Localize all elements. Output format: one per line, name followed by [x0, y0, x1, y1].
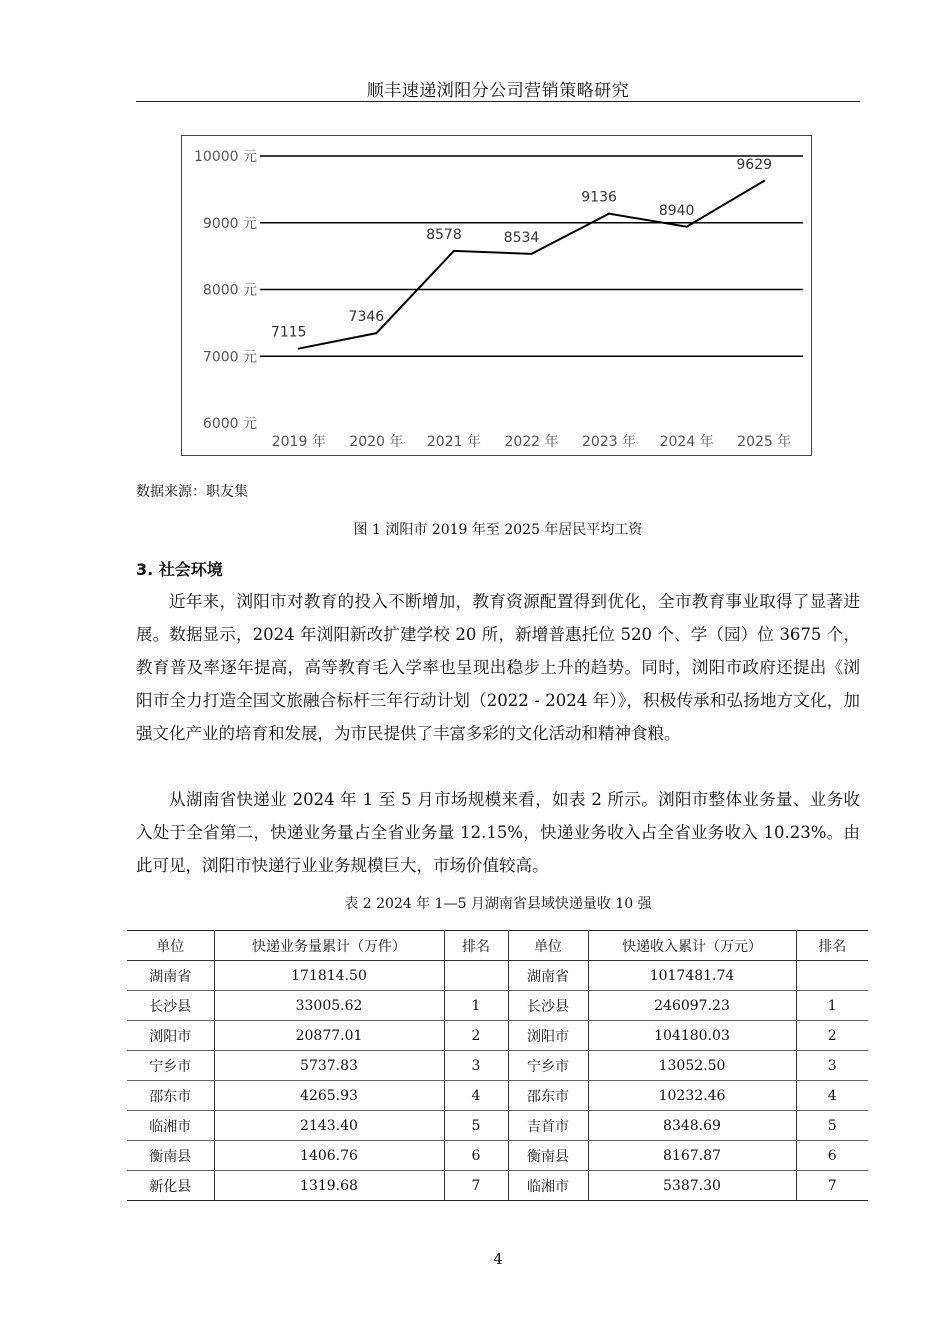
cell-rank: 1	[444, 991, 508, 1021]
table-row	[127, 1111, 868, 1141]
data-label: 8940	[658, 202, 695, 219]
x-tick-label: 2021 年	[426, 434, 481, 450]
data-point	[531, 253, 533, 255]
cell-volume: 2143.40	[214, 1111, 444, 1141]
cell-volume: 33005.62	[214, 991, 444, 1021]
cell-unit: 宁乡市	[508, 1051, 588, 1081]
running-header: 顺丰速递浏阳分公司营销策略研究	[366, 81, 630, 101]
cell-rank: 6	[444, 1141, 508, 1171]
cell-rank: 3	[796, 1051, 868, 1081]
cell-revenue: 8167.87	[588, 1141, 796, 1171]
cell-unit: 长沙县	[127, 991, 214, 1021]
paragraph-express-market: 从湖南省快递业 2024 年 1 至 5 月市场规模来看，如表 2 所示。浏阳市整体业务量、业务收入处于全省第二，快递业务量占全省业务量 12.15%，快递业务收入占全省业务收入 10.23%。由此可见，浏阳市快递行业业务规模巨大，市场价值较高。	[136, 790, 860, 875]
data-label: 9629	[736, 156, 773, 173]
table-body	[127, 961, 868, 1201]
table-header-row	[127, 931, 868, 961]
cell-rank: 3	[444, 1051, 508, 1081]
data-point	[608, 213, 610, 215]
express-ranking-table	[127, 930, 868, 1201]
x-tick-label: 2024 年	[659, 434, 714, 450]
wage-line-chart	[181, 135, 812, 456]
cell-rank: 7	[796, 1171, 868, 1201]
cell-unit: 衡南县	[508, 1141, 588, 1171]
data-label: 7346	[348, 309, 385, 326]
cell-volume: 171814.50	[214, 961, 444, 991]
table-row	[127, 1021, 868, 1051]
paragraph-education: 近年来，浏阳市对教育的投入不断增加，教育资源配置得到优化，全市教育事业取得了显著进展。数据显示，2024 年浏阳新改扩建学校 20 所，新增普惠托位 520 个、学（园）位 3675 个，教育普及率逐年提高，高等教育毛入学率也呈现出稳步上升的趋势。同时，浏阳市政府还提出《浏阳市全力打造全国文旅融合标杆三年行动计划（2022 - 2024 年）》，积极传承和弘扬地方文化，加强文化产业的培育和发展，为市民提供了丰富多彩的文化活动和精神食粮。	[136, 592, 860, 743]
cell-rank: 2	[444, 1021, 508, 1051]
y-tick-label: 10000 元	[194, 149, 257, 165]
header-rank-1: 排名	[444, 931, 508, 961]
table-row	[127, 1081, 868, 1111]
cell-rank: 4	[796, 1081, 868, 1111]
data-source-note: 数据来源：职友集	[136, 484, 248, 500]
cell-unit: 湖南省	[127, 961, 214, 991]
cell-rank: 5	[444, 1111, 508, 1141]
table-caption: 表 2 2024 年 1—5 月湖南省县域快递量收 10 强	[344, 896, 652, 912]
cell-revenue: 8348.69	[588, 1111, 796, 1141]
table-row	[127, 1171, 868, 1201]
cell-unit: 新化县	[127, 1171, 214, 1201]
cell-rank: 6	[796, 1141, 868, 1171]
cell-unit: 吉首市	[508, 1111, 588, 1141]
cell-rank: 2	[796, 1021, 868, 1051]
header-rule	[136, 101, 860, 102]
cell-volume: 1406.76	[214, 1141, 444, 1171]
cell-rank: 5	[796, 1111, 868, 1141]
x-tick-label: 2025 年	[737, 434, 792, 450]
cell-volume: 4265.93	[214, 1081, 444, 1111]
cell-unit: 浏阳市	[508, 1021, 588, 1051]
cell-rank: 1	[796, 991, 868, 1021]
cell-unit: 长沙县	[508, 991, 588, 1021]
data-point	[298, 348, 300, 350]
data-label: 9136	[581, 189, 617, 206]
cell-revenue: 246097.23	[588, 991, 796, 1021]
y-tick-label: 8000 元	[202, 282, 257, 299]
cell-volume: 5737.83	[214, 1051, 444, 1081]
data-point	[453, 250, 455, 252]
cell-unit: 衡南县	[127, 1141, 214, 1171]
cell-unit: 邵东市	[508, 1081, 588, 1111]
cell-unit: 浏阳市	[127, 1021, 214, 1051]
cell-unit: 邵东市	[127, 1081, 214, 1111]
header-rank-2: 排名	[796, 931, 868, 961]
x-tick-label: 2022 年	[504, 434, 559, 450]
cell-revenue: 1017481.74	[588, 961, 796, 991]
table-row	[127, 961, 868, 991]
data-label: 8578	[426, 226, 462, 243]
section-heading: 3. 社会环境	[136, 560, 223, 579]
x-tick-label: 2023 年	[582, 434, 637, 450]
header-unit-2: 单位	[508, 931, 588, 961]
cell-revenue: 104180.03	[588, 1021, 796, 1051]
page-number: 4	[493, 1250, 503, 1268]
y-tick-label: 9000 元	[202, 215, 257, 232]
cell-revenue: 10232.46	[588, 1081, 796, 1111]
cell-unit: 宁乡市	[127, 1051, 214, 1081]
table-row	[127, 1051, 868, 1081]
data-point	[686, 226, 688, 228]
cell-unit: 临湘市	[127, 1111, 214, 1141]
chart-svg	[182, 136, 813, 457]
data-point	[763, 180, 765, 182]
header-revenue: 快递收入累计（万元）	[588, 931, 796, 961]
data-label: 8534	[503, 229, 540, 246]
cell-rank: 4	[444, 1081, 508, 1111]
cell-volume: 1319.68	[214, 1171, 444, 1201]
table-row	[127, 1141, 868, 1171]
y-tick-label: 7000 元	[202, 349, 257, 366]
cell-rank: 7	[444, 1171, 508, 1201]
header-volume: 快递业务量累计（万件）	[214, 931, 444, 961]
cell-volume: 20877.01	[214, 1021, 444, 1051]
cell-rank	[444, 961, 508, 991]
cell-revenue: 5387.30	[588, 1171, 796, 1201]
cell-rank	[796, 961, 868, 991]
cell-unit: 湖南省	[508, 961, 588, 991]
cell-unit: 临湘市	[508, 1171, 588, 1201]
y-tick-label: 6000 元	[202, 416, 257, 432]
figure-caption: 图 1 浏阳市 2019 年至 2025 年居民平均工资	[353, 522, 643, 538]
table-row	[127, 991, 868, 1021]
data-point	[375, 332, 377, 334]
x-tick-label: 2019 年	[271, 434, 326, 450]
data-label: 7115	[270, 324, 307, 341]
cell-revenue: 13052.50	[588, 1051, 796, 1081]
x-tick-label: 2020 年	[349, 434, 404, 450]
header-unit-1: 单位	[127, 931, 214, 961]
